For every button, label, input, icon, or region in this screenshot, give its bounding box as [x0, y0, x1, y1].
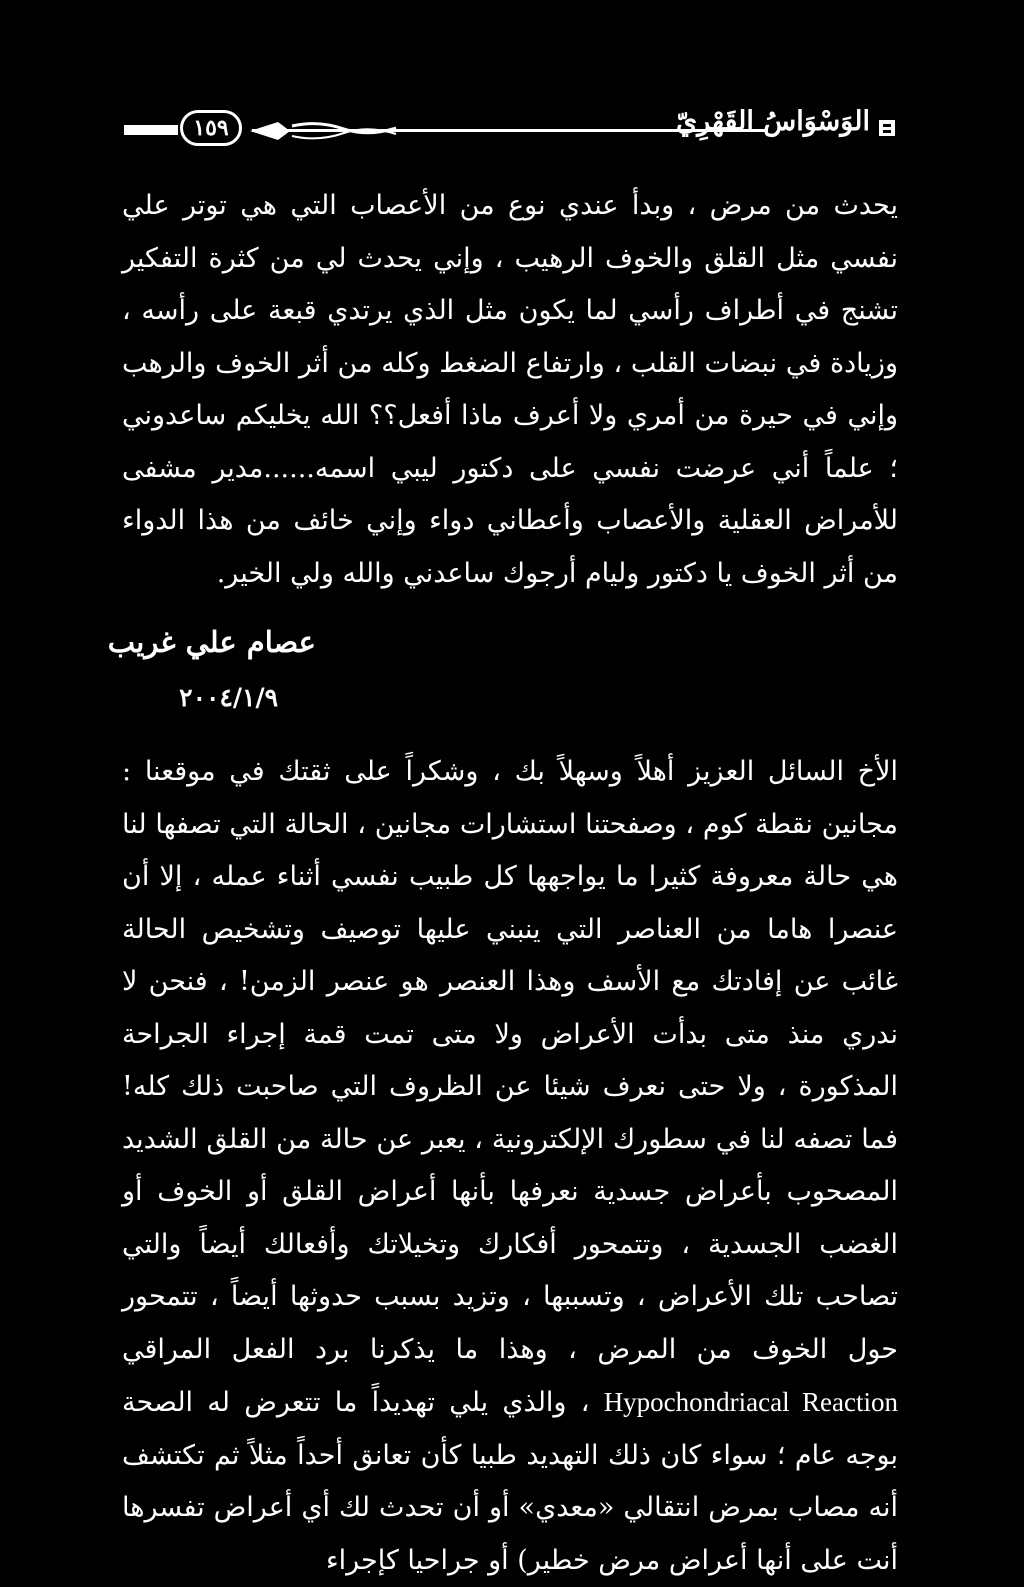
letter-body: يحدث من مرض ، وبدأ عندي نوع من الأعصاب التي هي توتر علي نفسي مثل القلق والخوف الرهيب ، وإني يحدث لي من كثرة التفكير تشنج في أطراف رأسي لما يكون مثل الذي يرتدي قبعة على رأسه ، وزيادة في نبضات القلب ، وارتفاع الضغط وكله من أثر الخوف والرهب وإني في حيرة من أمري ولا أعرف ماذا أفعل؟؟ الله يخليكم ساعدوني ؛ علماً أني عرضت نفسي على دكتور ليبي اسمه......مدير مشفى للأمراض العقلية والأعصاب وأعطاني دواء وإني خائف من هذا الدواء من أثر الخوف يا دكتور وليام أرجوك ساعدني والله ولي الخير. [122, 190, 898, 589]
page-header [124, 104, 896, 154]
letter-date: ٢٠٠٤/١/٩ [179, 683, 278, 712]
header-left-bar [124, 125, 178, 135]
page-number-badge [180, 110, 242, 146]
letter-author: عصام علي غريب [107, 625, 316, 659]
page-number: ١٥٩ [193, 115, 229, 141]
reply-text-part-2: ، والذي يلي تهديداً ما تتعرض له الصحة بوجه عام ؛ سواء كان ذلك التهديد طبيا كأن تعانق أحداً مثلاً ثم تكتشف أنه مصاب بمرض انتقالي «معدي» أو أن تحدث لك أي أعراض تفسرها أنت على أنها أعراض مرض خطير) أو جراحيا كإجراء [122, 1387, 898, 1576]
header-ornament-icon [248, 118, 398, 144]
reply-text-part-1: الأخ السائل العزيز أهلاً وسهلاً بك ، وشكراً على ثقتك في موقعنا : مجانين نقطة كوم ، وصفحتنا استشارات مجانين ، الحالة التي تصفها لنا هي حالة معروفة كثيرا ما يواجهها كل طبيب نفسي أثناء عمله ، إلا أن عنصرا هاما من العناصر التي ينبني عليها توصيف وتشخيص الحالة غائب عن إفادتك مع الأسف وهذا العنصر هو عنصر الزمن! ، فنحن لا ندري منذ متى بدأت الأعراض ولا متى تمت قمة إجراء الجراحة المذكورة ، ولا حتى نعرف شيئا عن الظروف التي صاحبت ذلك كله! فما تصفه لنا في سطورك الإلكترونية ، يعبر عن حالة من القلق الشديد المصحوب بأعراض جسدية نعرفها بأنها أعراض القلق أو الخوف أو الغضب الجسدية ، وتتمحور أفكارك وتخيلاتك وأفعالك أيضاً والتي تصاحب تلك الأعراض ، وتسببها ، وتزيد بسبب حدوثها أيضاً ، تتمحور حول الخوف من المرض ، وهذا ما يذكرنا برد الفعل المراقي [122, 756, 898, 1365]
page-content [107, 180, 898, 1587]
running-title: الوَسْوَاسُ القَهْرِيّ [676, 106, 870, 137]
header-ornament-end-icon [878, 118, 896, 138]
reply-latin-term: Hypochondriacal Reaction [603, 1387, 898, 1417]
reply-body [122, 746, 898, 1587]
